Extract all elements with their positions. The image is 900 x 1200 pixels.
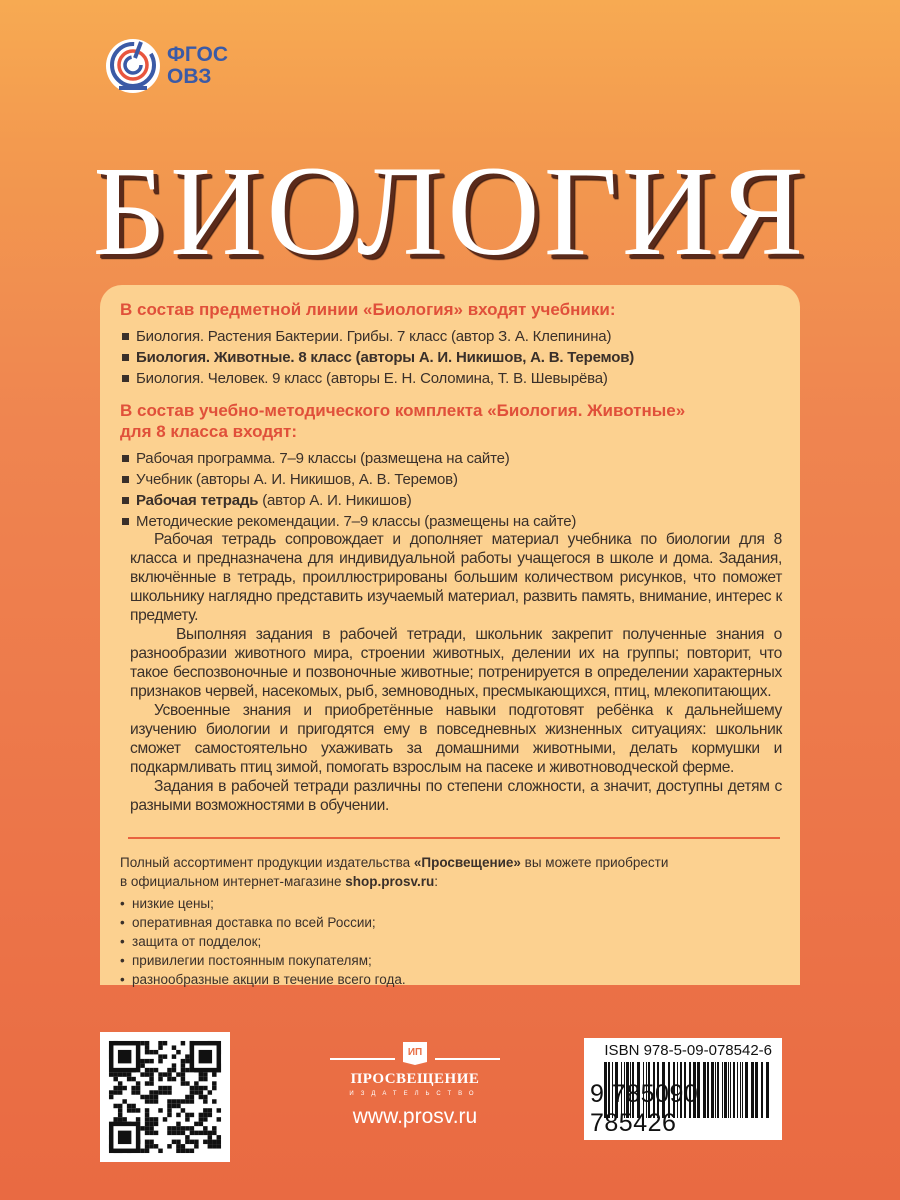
benefit-item: • привилегии постоянным покупателям; <box>120 951 668 970</box>
shop-info <box>120 853 668 989</box>
list-item: Биология. Растения Бактерии. Грибы. 7 класс (автор З. А. Клепинина) <box>120 326 790 347</box>
benefit-item: • оперативная доставка по всей России; <box>120 913 668 932</box>
fgos-emblem-icon <box>105 38 161 94</box>
qr-code-icon <box>100 1032 230 1162</box>
fgos-ovz-logo <box>105 38 228 94</box>
list-item: Рабочая программа. 7–9 классы (размещена на сайте) <box>120 448 790 469</box>
prosveshchenie-emblem-icon <box>330 1040 500 1066</box>
publisher-subtitle: ИЗДАТЕЛЬСТВО <box>349 1091 481 1097</box>
item-text: (автор А. И. Никишов) <box>258 492 412 509</box>
paragraph: Задания в рабочей тетради различны по степени сложности, а значит, доступны детям с разными возможностями в обучении. <box>130 778 782 814</box>
barcode-digits: 9 785090 785426 <box>590 1080 699 1137</box>
publisher-name: ПРОСВЕЩЕНИЕ <box>350 1071 480 1087</box>
logo-line1: ФГОС <box>167 43 229 66</box>
kit-heading-line1: В состав учебно-методического комплекта «Биология. Животные» <box>120 401 686 420</box>
publisher-name: «Просвещение» <box>413 855 521 870</box>
list-item: Методические рекомендации. 7–9 классы (размещены на сайте) <box>120 511 790 532</box>
logo-line2: ОВЗ <box>167 65 212 88</box>
publisher-url[interactable]: www.prosv.ru <box>352 1105 478 1128</box>
bold-part: Рабочая тетрадь <box>136 492 259 509</box>
publisher-logo <box>330 1040 500 1129</box>
shop-url[interactable]: shop.prosv.ru <box>345 874 435 889</box>
shop-text: вы можете приобрести <box>520 855 669 870</box>
kit-heading-line2: для 8 класса входят: <box>120 422 298 441</box>
list-item: Биология. Человек. 9 класс (авторы Е. Н. Соломина, Т. В. Шевырёва) <box>120 368 790 389</box>
list-item: Биология. Животные. 8 класс (авторы А. И. Никишов, А. В. Теремов) <box>120 347 790 368</box>
divider <box>128 837 780 839</box>
list-item: Учебник (авторы А. И. Никишов, А. В. Теремов) <box>120 469 790 490</box>
benefit-item: • разнообразные акции в течение всего года. <box>120 970 668 989</box>
line-heading: В состав предметной линии «Биология» входят учебники: <box>120 300 616 319</box>
book-title: БИОЛОГИЯ <box>92 140 808 282</box>
shop-text: Полный ассортимент продукции издательства <box>120 855 414 870</box>
shop-text: : <box>434 874 439 889</box>
svg-text:ИП: ИП <box>407 1047 423 1058</box>
description <box>130 530 782 815</box>
kit-heading <box>120 400 790 442</box>
benefit-item: • защита от подделок; <box>120 932 668 951</box>
qr-code[interactable] <box>100 1032 230 1162</box>
benefit-item: • низкие цены; <box>120 894 668 913</box>
shop-text: в официальном интернет-магазине <box>120 874 346 889</box>
paragraph: Рабочая тетрадь сопровождает и дополняет материал учебника по биологии для 8 класса и предназначена для индивидуальной работы учащегося в школе и дома. Задания, включённые в тетрадь, проиллюстрированы большим количеством рисунков, что поможет школьнику наглядно представить изучаемый материал, развить память, внимание, интерес к предмету. <box>130 531 782 624</box>
list-item <box>120 490 790 511</box>
isbn-label: ISBN 978-5-09-078542-6 <box>604 1042 772 1059</box>
isbn-barcode-box <box>584 1038 782 1140</box>
info-panel <box>100 285 800 985</box>
paragraph: Усвоенные знания и приобретённые навыки подготовят ребёнка к дальнейшему изучению биологии и пригодятся ему в повседневных жизненных ситуациях: школьник сможет самостоятельно ухаживать за домашними животными, делать кормушки и подкармливать птиц зимой, помогать взрослым на пасеке и животноводческой ферме. <box>130 702 782 776</box>
paragraph: Выполняя задания в рабочей тетради, школьник закрепит полученные знания о разнообразии животного мира, строении животных, делении их на группы; повторит, что такое беспозвоночные и позвоночные животные; потренируется в определении характерных признаков червей, насекомых, рыб, земноводных, пресмыкающихся, птиц, млекопитающих. <box>130 626 782 700</box>
